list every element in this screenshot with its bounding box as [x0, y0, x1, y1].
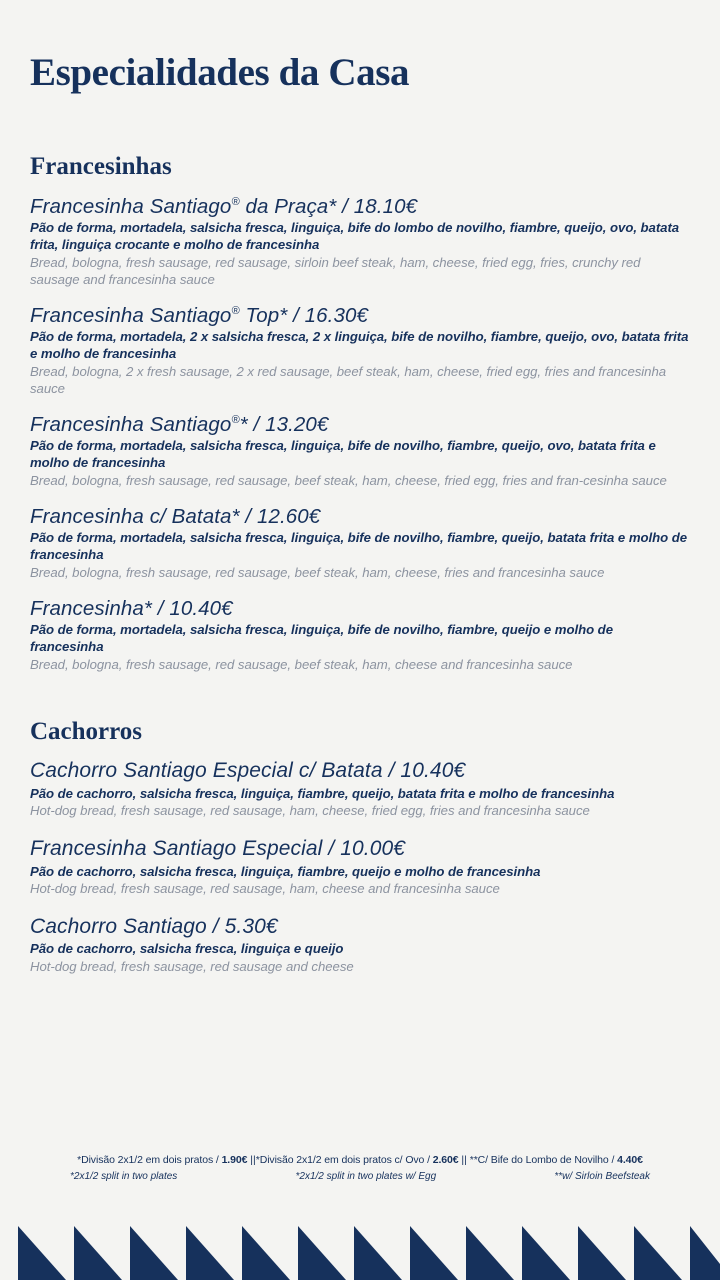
section-title-cachorros: Cachorros [30, 717, 143, 745]
menu-item-description-pt: Pão de cachorro, salsicha fresca, linguiça, fiambre, queijo, batata frita e molho de francesinha [30, 785, 615, 801]
menu-item-description-en: Hot-dog bread, fresh sausage, red sausage, ham, cheese and francesinha sauce [30, 881, 500, 897]
menu-item [30, 412, 690, 490]
menu-item-description-pt: Pão de forma, mortadela, salsicha fresca, linguiça, bife de novilho, fiambre, queijo, ovo, batata frita e molho de francesinha [30, 438, 656, 470]
menu-item-name [30, 914, 690, 940]
menu-item-list-cachorros [30, 758, 690, 976]
menu-item [30, 194, 690, 289]
menu-item-list-francesinhas [30, 194, 690, 674]
menu-item-name-rest: da Praça* / 18.10€ [239, 194, 418, 218]
menu-item [30, 758, 690, 820]
menu-item [30, 504, 690, 582]
footnote-separator-1: || [247, 1154, 256, 1167]
menu-item-name [30, 596, 690, 622]
footnote-text-b: *Divisão 2x1/2 em dois pratos c/ Ovo / [255, 1154, 433, 1167]
menu-item-description-en: Hot-dog bread, fresh sausage, red sausage, ham, cheese, fried egg, fries and francesinha sauce [30, 803, 590, 819]
menu-item-name [30, 303, 690, 329]
registered-mark-icon: ® [231, 413, 240, 426]
menu-item-description-pt: Pão de forma, mortadela, salsicha fresca, linguiça, bife do lombo de novilho, fiambre, queijo, ovo, batata frita, linguiça crocante e molho de francesinha [30, 220, 680, 253]
footnote-text-c: **C/ Bife do Lombo de Novilho / [466, 1154, 618, 1167]
page-title: Especialidades da Casa [30, 51, 410, 94]
footnote-price-2: 2.60€ [432, 1154, 459, 1167]
section-francesinhas [30, 153, 690, 674]
menu-item-name-main: Francesinha Santiago Especial / 10.00€ [30, 837, 406, 861]
menu-item [30, 596, 690, 674]
menu-item-name-rest: * / 13.20€ [239, 412, 329, 436]
menu-item-description-pt: Pão de cachorro, salsicha fresca, linguiça e queijo [30, 941, 344, 957]
section-title-francesinhas: Francesinhas [30, 152, 172, 180]
footnote-line-en [30, 1169, 690, 1184]
footnote-price-1: 1.90€ [221, 1154, 248, 1167]
zigzag-decoration [0, 1218, 720, 1280]
menu-item [30, 836, 690, 898]
menu-item-description-pt: Pão de cachorro, salsicha fresca, linguiça, fiambre, queijo e molho de francesinha [30, 863, 541, 879]
footnote-en-a: *2x1/2 split in two plates [70, 1171, 178, 1182]
registered-mark-icon: ® [231, 195, 240, 208]
menu-item-description-en: Bread, bologna, 2 x fresh sausage, 2 x red sausage, beef steak, ham, cheese, fried egg, fries and francesinha sauce [30, 363, 667, 396]
footnote-text-a: *Divisão 2x1/2 em dois pratos / [77, 1154, 222, 1167]
footnotes [30, 1153, 690, 1184]
menu-item-description-en: Hot-dog bread, fresh sausage, red sausage and cheese [30, 959, 354, 975]
menu-item-name-main: Francesinha Santiago [30, 412, 232, 436]
menu-item [30, 914, 690, 976]
menu-item-name-main: Cachorro Santiago Especial c/ Batata / 10.40€ [30, 759, 466, 783]
section-cachorros [30, 718, 690, 976]
registered-mark-icon: ® [231, 304, 240, 317]
menu-item-name-main: Cachorro Santiago / 5.30€ [30, 915, 278, 939]
menu-item-name-main: Francesinha Santiago [30, 303, 232, 327]
footnote-en-c: **w/ Sirloin Beefsteak [554, 1171, 650, 1182]
menu-item-name-main: Francesinha Santiago [30, 194, 232, 218]
menu-item-description-en: Bread, bologna, fresh sausage, red sausage, beef steak, ham, cheese and francesinha sauce [30, 656, 573, 672]
menu-item-description-en: Bread, bologna, fresh sausage, red sausage, beef steak, ham, cheese, fried egg, fries and fran-cesinha sauce [30, 472, 667, 488]
menu-item-name-rest: Top* / 16.30€ [239, 303, 368, 327]
menu-item-name-main: Francesinha c/ Batata* / 12.60€ [30, 504, 321, 528]
menu-item [30, 303, 690, 398]
menu-item-description-en: Bread, bologna, fresh sausage, red sausage, sirloin beef steak, ham, cheese, fried egg, fries, crunchy red sausage and francesinha sauce [30, 254, 641, 287]
footnote-en-b: *2x1/2 split in two plates w/ Egg [295, 1171, 437, 1182]
menu-item-name-main: Francesinha* / 10.40€ [30, 596, 233, 620]
menu-item-name [30, 758, 690, 784]
menu-item-description-pt: Pão de forma, mortadela, salsicha fresca, linguiça, bife de novilho, fiambre, queijo, batata frita e molho de francesinha [30, 530, 688, 562]
footnote-price-3: 4.40€ [617, 1154, 643, 1167]
menu-item-name [30, 836, 690, 862]
menu-item-description-en: Bread, bologna, fresh sausage, red sausage, beef steak, ham, cheese, fries and francesinha sauce [30, 564, 605, 580]
menu-item-name [30, 194, 690, 220]
footnote-separator-2: || [458, 1154, 467, 1167]
menu-item-name [30, 412, 690, 438]
footnote-line-pt [30, 1153, 690, 1169]
menu-item-name [30, 504, 690, 530]
menu-item-description-pt: Pão de forma, mortadela, 2 x salsicha fresca, 2 x linguiça, bife de novilho, fiambre, queijo, ovo, batata frita e molho de francesinha [30, 329, 689, 361]
menu-item-description-pt: Pão de forma, mortadela, salsicha fresca, linguiça, bife de novilho, fiambre, queijo e molho de francesinha [30, 622, 613, 654]
